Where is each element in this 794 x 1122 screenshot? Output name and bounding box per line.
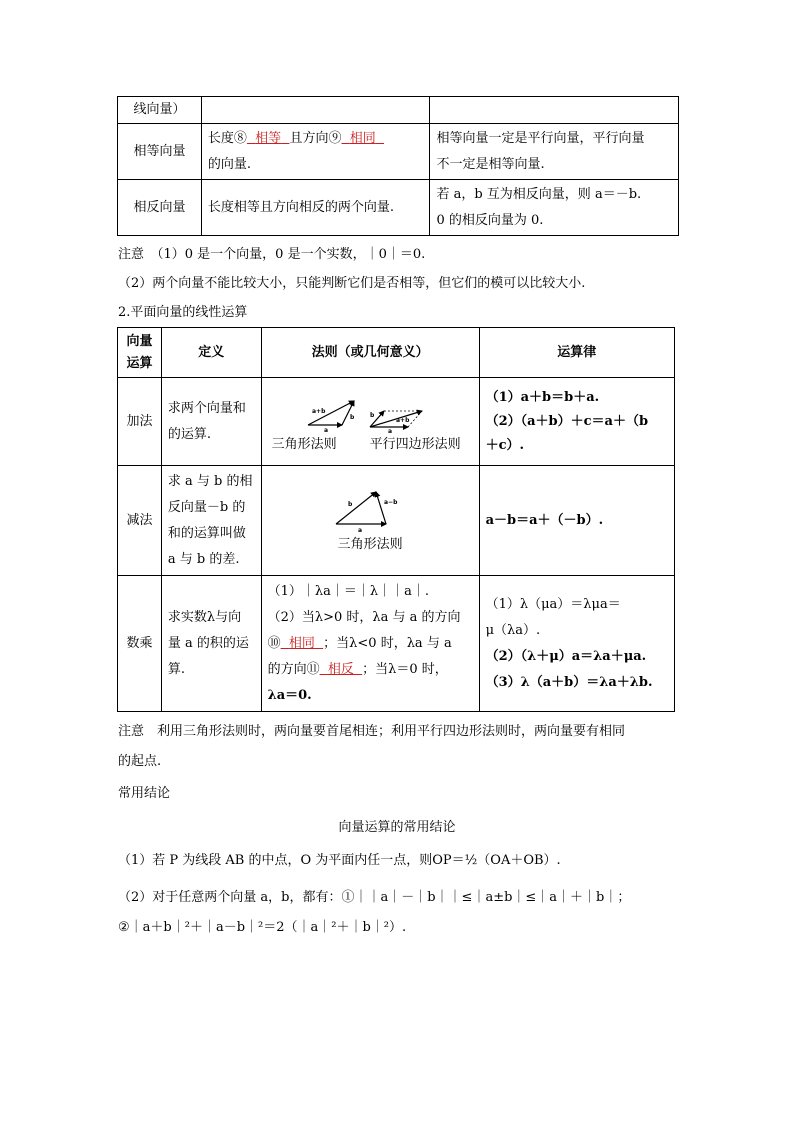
vector-b-arrow [336, 492, 376, 524]
note-cell: 相等向量一定是平行向量，平行向量 不一定是相等向量. [430, 124, 679, 180]
row-name: 线向量） [118, 97, 202, 124]
conclusion-line: （1）若 P 为线段 AB 的中点，O 为平面内任一点，则OP＝½（OA＋OB）. [118, 853, 561, 868]
section-title: 2.平面向量的线性运算 [118, 305, 248, 320]
label-b: b [370, 411, 375, 419]
rule-label: 三角形法则 [337, 536, 403, 552]
op-name: 数乘 [118, 576, 162, 712]
header-cell: 向量 运算 [118, 328, 162, 378]
row-name: 相反向量 [118, 180, 202, 236]
label-b: b [348, 500, 353, 508]
op-name: 加法 [118, 378, 162, 466]
label-a: a [358, 526, 363, 532]
law-cell: （1）a＋b＝b＋a. （2）（a＋b）＋c＝a＋（b ＋c）. [479, 378, 674, 466]
subtraction-diagram [330, 486, 410, 532]
triangle-rule-figure [308, 401, 355, 433]
conclusions-title: 向量运算的常用结论 [338, 820, 456, 835]
note-line: 注意 （1）0 是一个向量，0 是一个实数，｜0｜＝0. [118, 247, 426, 262]
rule-cell: （1）｜λa｜＝｜λ｜｜a｜. （2）当λ>0 时，λa 与 a 的方向 ⑩ 相同 ；当λ<0 时，λa 与 a 的方向⑪ 相反 ；当λ＝0 时， λa＝0. [261, 576, 479, 712]
definition-cell: 求实数λ与向 量 a 的积的运 算. [161, 576, 261, 712]
header-cell: 法则（或几何意义） [261, 328, 479, 378]
definition-cell: 求 a 与 b 的相 反向量－b 的 和的运算叫做 a 与 b 的差. [161, 466, 261, 576]
linear-operations-table [117, 327, 675, 712]
addition-diagram [262, 389, 478, 433]
conclusion-line: （2）对于任意两个向量 a，b，都有：①｜｜a｜－｜b｜｜≤｜a±b｜≤｜a｜＋｜b｜； [118, 890, 631, 905]
label-a-plus-b: a+b [312, 407, 326, 415]
conclusion-line: ②｜a＋b｜²＋｜a－b｜²＝2（｜a｜²＋｜b｜²）. [118, 920, 407, 935]
label-a: a [388, 427, 393, 433]
rule-label: 三角形法则 [271, 436, 337, 452]
definition-cell: 长度⑧ 相等 且方向⑨ 相同 的向量. [201, 124, 430, 180]
parallelogram-rule-figure [370, 411, 422, 433]
label-a-plus-b: a+b [396, 416, 410, 424]
vector-difference-arrow [376, 492, 386, 524]
rule-cell [261, 466, 479, 576]
vector-concepts-table [117, 96, 679, 236]
law-cell: （1）λ（μa）＝λμa＝ μ（λa）. （2）（λ＋μ）a＝λa＋μa. （3）λ（a＋b）＝λa＋λb. [479, 576, 674, 712]
label-b: b [350, 413, 355, 421]
definition-cell: 长度相等且方向相反的两个向量. [201, 180, 430, 236]
rule-cell [261, 378, 479, 466]
definition-cell: 求两个向量和 的运算. [161, 378, 261, 466]
answer-blank: 相同 [288, 635, 315, 651]
law-cell: a－b＝a＋（－b）. [479, 466, 674, 576]
note-line: （2）两个向量不能比较大小，只能判断它们是否相等，但它们的模可以比较大小. [118, 276, 586, 291]
section-title: 常用结论 [118, 786, 171, 801]
op-name: 减法 [118, 466, 162, 576]
row-name: 相等向量 [118, 124, 202, 180]
answer-blank: 相同 [349, 130, 376, 146]
header-cell: 运算律 [479, 328, 674, 378]
header-cell: 定义 [161, 328, 261, 378]
note-cell: 若 a，b 互为相反向量，则 a＝－b. 0 的相反向量为 0. [430, 180, 679, 236]
rule-label: 平行四边形法则 [369, 436, 461, 452]
note-line: 注意 利用三角形法则时，两向量要首尾相连；利用平行四边形法则时，两向量要有相同 [118, 724, 626, 739]
label-a-minus-b: a−b [384, 498, 398, 506]
note-line: 的起点. [118, 754, 162, 769]
label-a: a [324, 426, 329, 433]
answer-blank: 相反 [327, 661, 354, 677]
answer-blank: 相等 [255, 130, 282, 146]
